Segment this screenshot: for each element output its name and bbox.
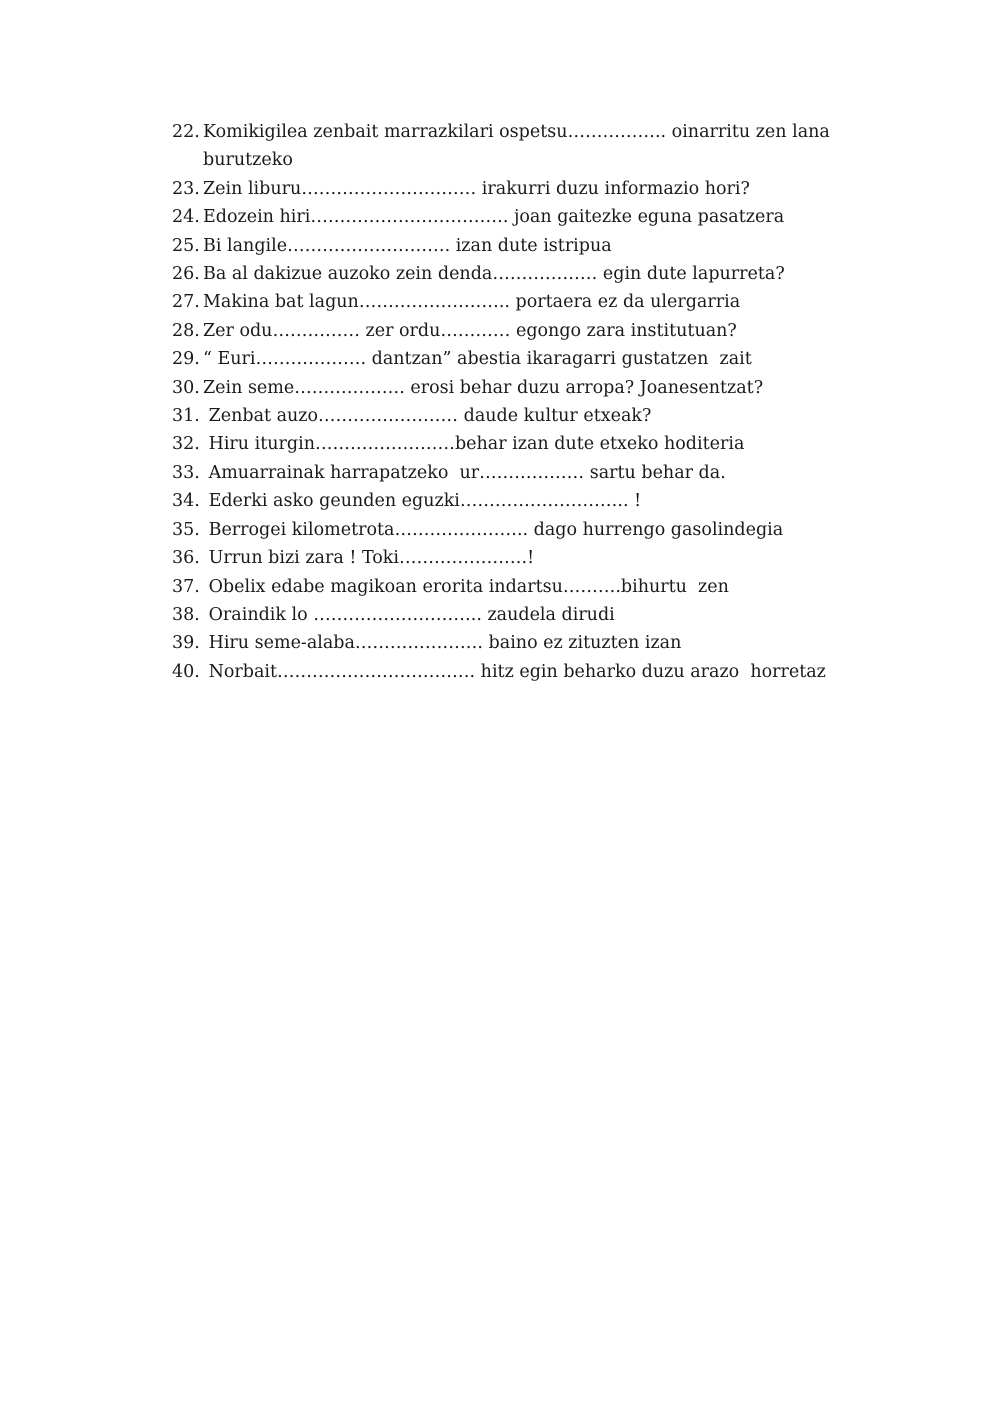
exercise-number: 35. bbox=[172, 519, 200, 540]
exercise-number: 27. bbox=[172, 292, 200, 313]
exercise-sentence: Hiru iturgin……………………behar izan dute etxeko hoditeria bbox=[203, 434, 745, 455]
exercise-item bbox=[172, 430, 832, 458]
exercise-sentence: Bi langile………………………. izan dute istripua bbox=[203, 235, 612, 256]
exercise-number: 39. bbox=[172, 633, 200, 654]
exercise-number: 38. bbox=[172, 604, 200, 625]
exercise-number: 31. bbox=[172, 406, 200, 427]
exercise-sentence: Zer odu…………… zer ordu………… egongo zara institutuan? bbox=[203, 320, 737, 341]
exercise-number: 28. bbox=[172, 320, 200, 341]
exercise-number: 34. bbox=[172, 491, 200, 512]
exercise-number: 33. bbox=[172, 462, 200, 483]
exercise-item bbox=[172, 544, 832, 572]
exercise-sentence: Zein liburu………………………… irakurri duzu informazio hori? bbox=[203, 178, 750, 199]
exercise-item bbox=[172, 629, 832, 657]
exercise-sentence: Berrogei kilometrota………………….. dago hurrengo gasolindegia bbox=[203, 519, 784, 540]
exercise-sentence: Obelix edabe magikoan erorita indartsu……….bihurtu zen bbox=[203, 576, 729, 597]
exercise-number: 26. bbox=[172, 264, 200, 285]
exercise-item bbox=[172, 345, 832, 373]
exercise-item bbox=[172, 487, 832, 515]
exercise-sentence: Makina bat lagun…………………….. portaera ez da ulergarria bbox=[203, 292, 741, 313]
exercise-sentence: Hiru seme-alaba…………………. baino ez zituzten izan bbox=[203, 633, 682, 654]
exercise-item bbox=[172, 317, 832, 345]
exercise-item bbox=[172, 288, 832, 316]
exercise-number: 36. bbox=[172, 548, 200, 569]
exercise-item bbox=[172, 402, 832, 430]
exercise-item bbox=[172, 232, 832, 260]
exercise-item bbox=[172, 374, 832, 402]
exercise-sentence: Ba al dakizue auzoko zein denda……………… egin dute lapurreta? bbox=[203, 264, 785, 285]
exercise-number: 22. bbox=[172, 122, 200, 142]
exercise-number: 37. bbox=[172, 576, 200, 597]
exercise-number: 23. bbox=[172, 178, 200, 199]
exercise-number: 29. bbox=[172, 349, 200, 370]
exercise-sentence: Ederki asko geunden eguzki……………………….. ! bbox=[203, 491, 642, 512]
exercise-sentence: Urrun bizi zara ! Toki………………….! bbox=[203, 548, 535, 569]
exercise-item bbox=[172, 459, 832, 487]
exercise-sentence: Amuarrainak harrapatzeko ur……………… sartu behar da. bbox=[203, 462, 726, 483]
exercise-item bbox=[172, 260, 832, 288]
exercise-sentence: Zein seme………………. erosi behar duzu arropa? Joanesentzat? bbox=[203, 377, 764, 398]
exercise-number: 32. bbox=[172, 434, 200, 455]
exercise-sentence: Norbait……………………………. hitz egin beharko duzu arazo horretaz bbox=[203, 661, 826, 682]
exercise-item bbox=[172, 573, 832, 601]
exercise-sentence: Edozein hiri……………………………. joan gaitezke eguna pasatzera bbox=[203, 207, 785, 228]
exercise-item bbox=[172, 601, 832, 629]
exercise-item bbox=[172, 658, 832, 686]
exercise-sentence: Zenbat auzo…………………… daude kultur etxeak? bbox=[203, 406, 652, 427]
exercise-number: 24. bbox=[172, 207, 200, 228]
exercise-item bbox=[172, 516, 832, 544]
exercise-list bbox=[172, 118, 836, 686]
exercise-number: 25. bbox=[172, 235, 200, 256]
exercise-item bbox=[172, 175, 832, 203]
exercise-sentence: Komikigilea zenbait marrazkilari ospetsu…………….. oinarritu zen lana burutzeko bbox=[203, 122, 836, 171]
exercise-number: 30. bbox=[172, 377, 200, 398]
exercise-item bbox=[172, 118, 836, 175]
exercise-item bbox=[172, 203, 832, 231]
exercise-number: 40. bbox=[172, 661, 200, 682]
exercise-sentence: Oraindik lo ……………………….. zaudela dirudi bbox=[203, 604, 615, 625]
exercise-sentence: “ Euri………………. dantzan” abestia ikaragarri gustatzen zait bbox=[203, 349, 752, 370]
